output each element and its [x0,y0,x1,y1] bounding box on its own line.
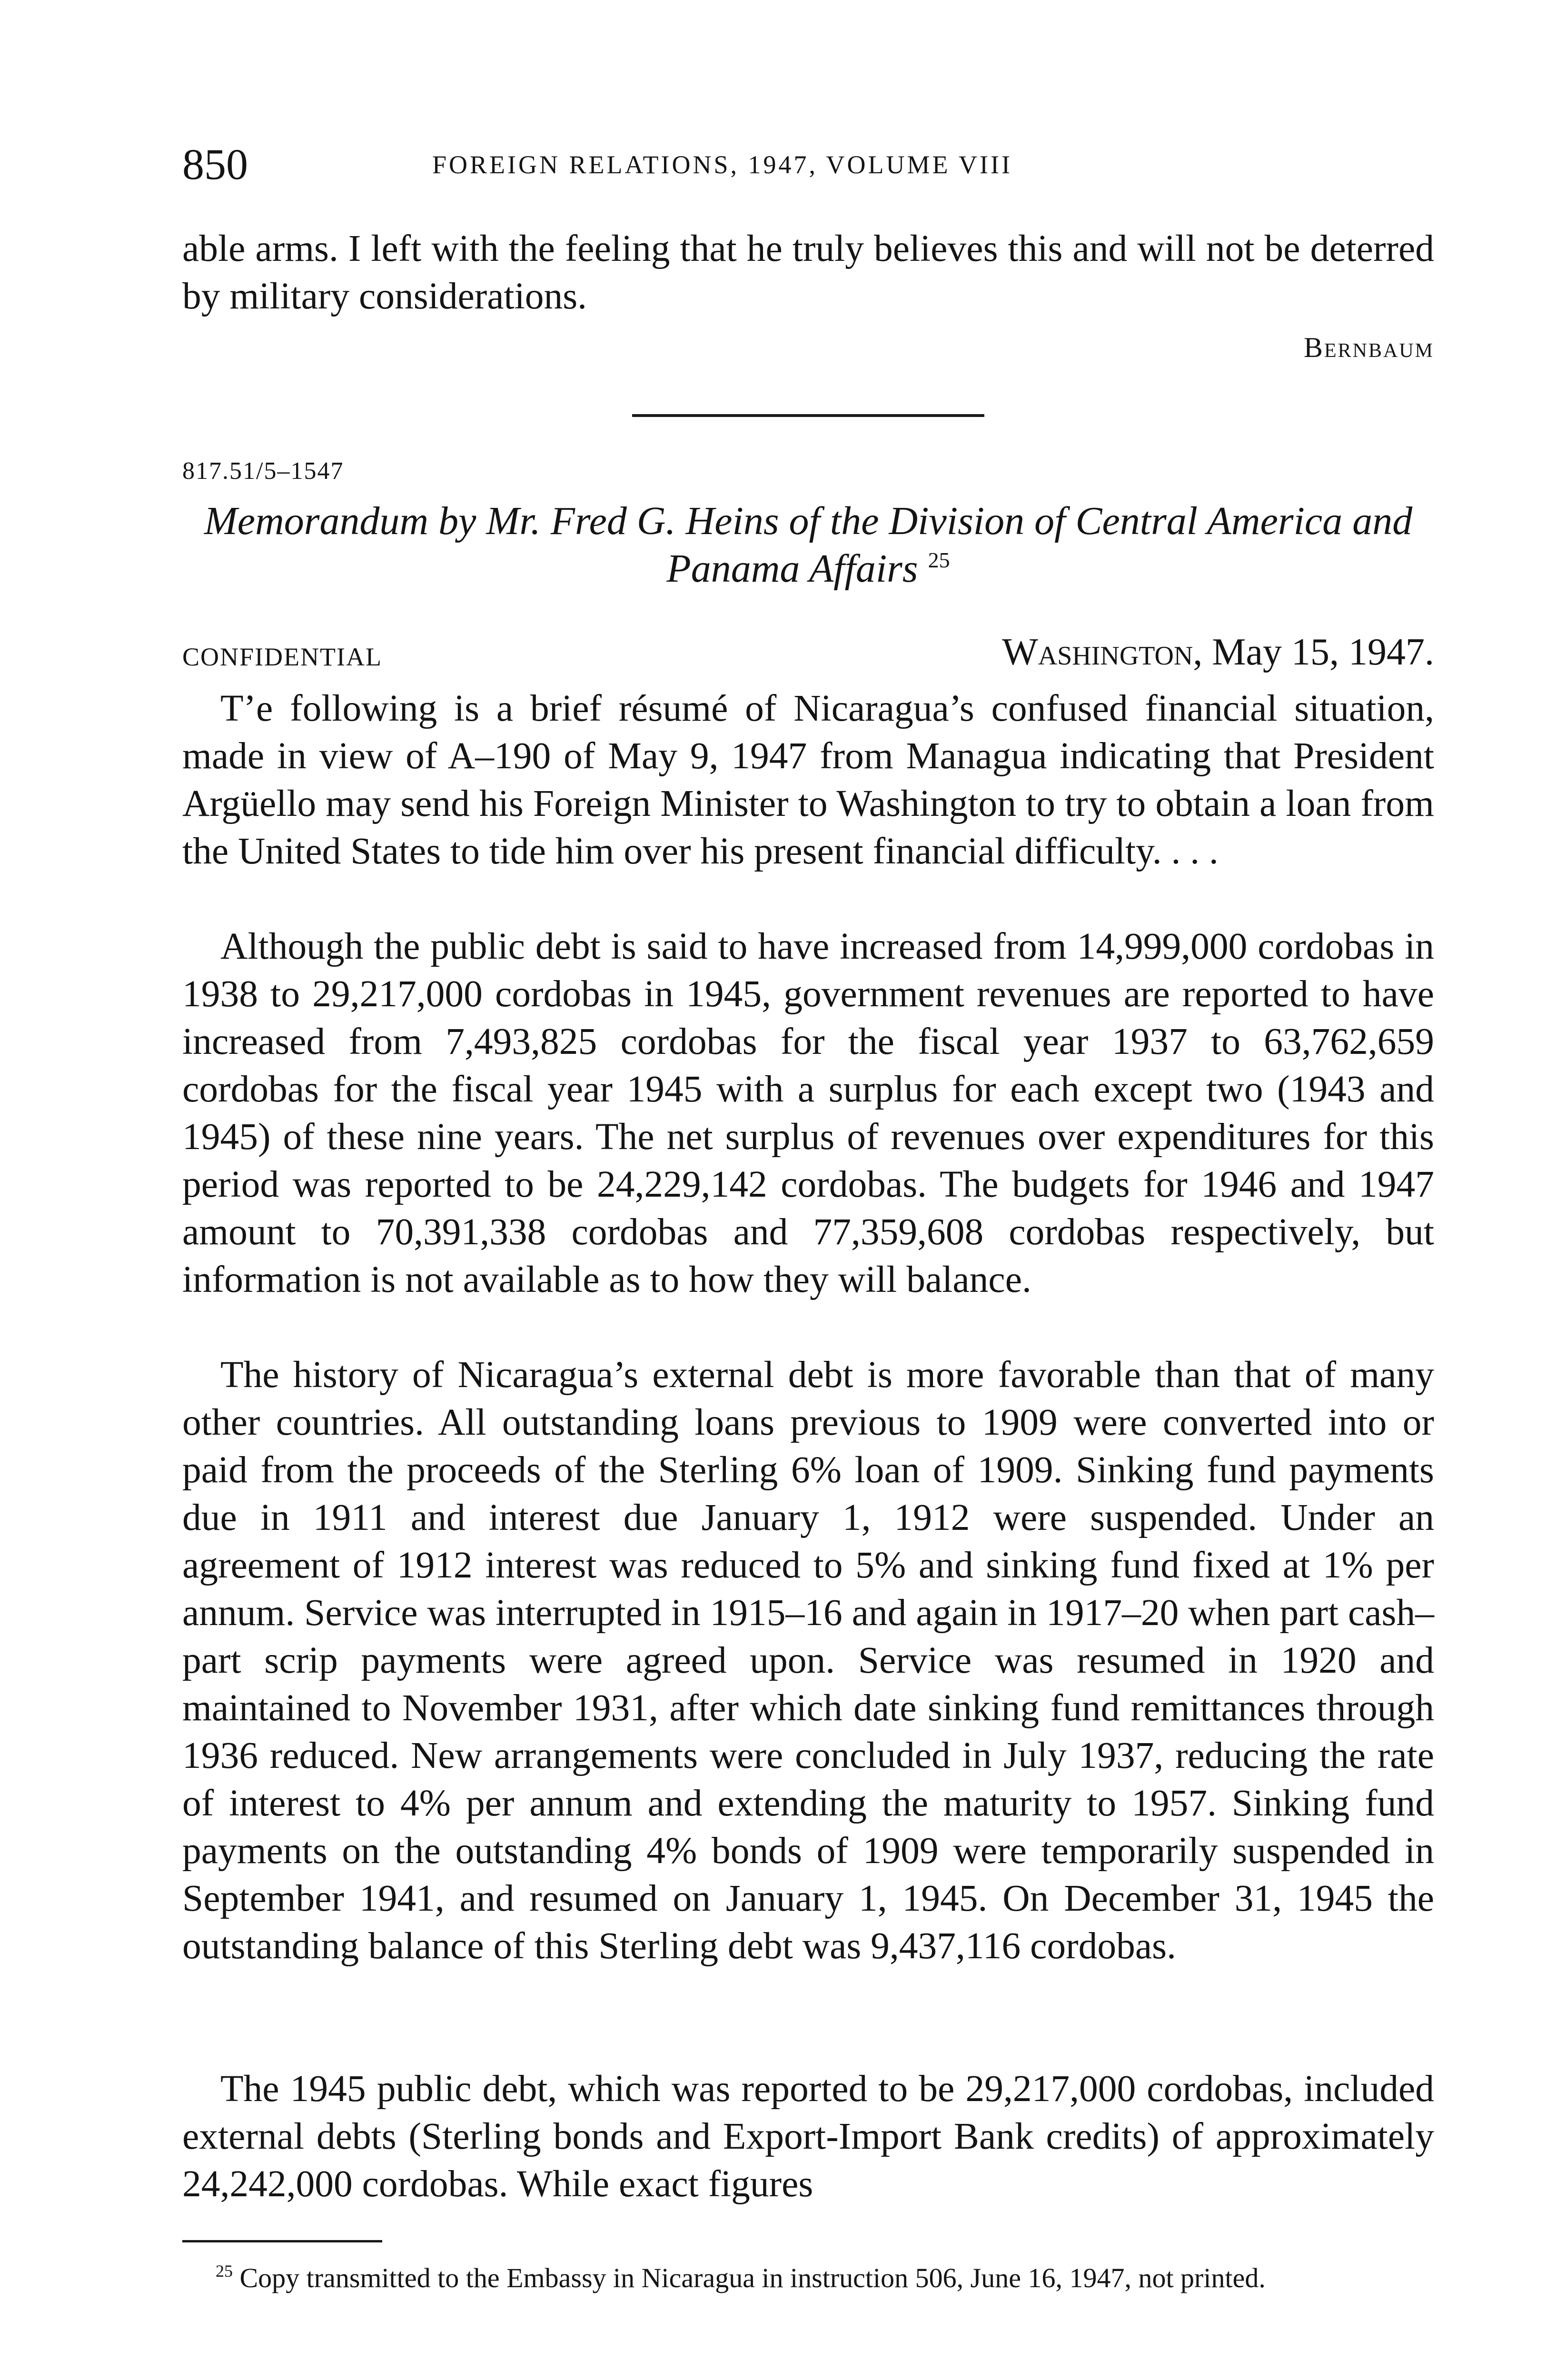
body-paragraph-4: The 1945 public debt, which was reported to be 29,217,000 cordobas, included external debts (Sterling bonds and Export-Import Bank credits) of approximately 24,242,000 cordobas. While exact figures [182,2068,1434,2205]
body-paragraph-2: Although the public debt is said to have increased from 14,999,000 cordobas in 1938 to 29,217,000 cordobas in 1945, government revenues are reported to have increased from 7,493,825 cordobas for the fiscal year 1937 to 63,762,659 cordobas for the fiscal year 1945 with a surplus for each except two (1943 and 1945) of these nine years. The net surplus of revenues over expenditures for this period was reported to be 24,229,142 cordobas. The budgets for 1946 and 1947 amount to 70,391,338 cordobas and 77,359,608 cordobas respectively, but information is not available as to how they will balance. [182,925,1434,1300]
classification-label: CONFIDENTIAL [182,643,382,671]
dateline [1002,624,1434,681]
footnote-text: Copy transmitted to the Embassy in Nicaragua in instruction 506, June 16, 1947, not printed. [239,2262,1266,2293]
body-paragraph-3: The history of Nicaragua’s external debt is more favorable than that of many other countries. All outstanding loans previous to 1909 were converted into or paid from the proceeds of the Sterling 6% loan of 1909. Sinking fund payments due in 1911 and interest due January 1, 1912 were suspended. Under an agreement of 1912 interest was reduced to 5% and sinking fund fixed at 1% per annum. Service was interrupted in 1915–16 and again in 1917–20 when part cash–part scrip payments were agreed upon. Service was resumed in 1920 and maintained to November 1931, after which date sinking fund remittances through 1936 reduced. New arrangements were concluded in July 1937, reducing the rate of interest to 4% per annum and extending the maturity to 1957. Sinking fund payments on the outstanding 4% bonds of 1909 were temporarily suspended in September 1941, and resumed on January 1, 1945. On December 31, 1945 the outstanding balance of this Sterling debt was 9,437,116 cordobas. [182,1354,1434,1967]
running-title: FOREIGN RELATIONS, 1947, VOLUME VIII [432,150,1012,179]
page-number: 850 [182,140,248,188]
dateline-place: Washington, [1002,631,1203,673]
footnote-divider [182,2240,382,2242]
continuation-paragraph: able arms. I left with the feeling that he truly believes this and will not be deterred by military considerations. [182,228,1434,317]
file-number: 817.51/5–1547 [182,457,344,485]
footnote-number: 25 [216,2261,233,2281]
dateline-date: May 15, 1947. [1212,631,1434,673]
signature: Bernbaum [1303,332,1434,363]
memo-title-text: Memorandum by Mr. Fred G. Heins of the Division of Central America and Panama Affairs [204,499,1413,591]
memo-title [182,497,1434,593]
footnote-reference: 25 [928,548,950,572]
section-divider [632,414,984,417]
footnote [182,2261,1434,2295]
body-paragraph-1: Tʼe following is a brief résumé of Nicaragua’s confused financial situation, made in view of A–190 of May 9, 1947 from Managua indicating that President Argüello may send his Foreign Minister to Washington to try to obtain a loan from the United States to tide him over his present financial difficulty. . . . [182,687,1434,872]
page-header [182,138,1434,190]
